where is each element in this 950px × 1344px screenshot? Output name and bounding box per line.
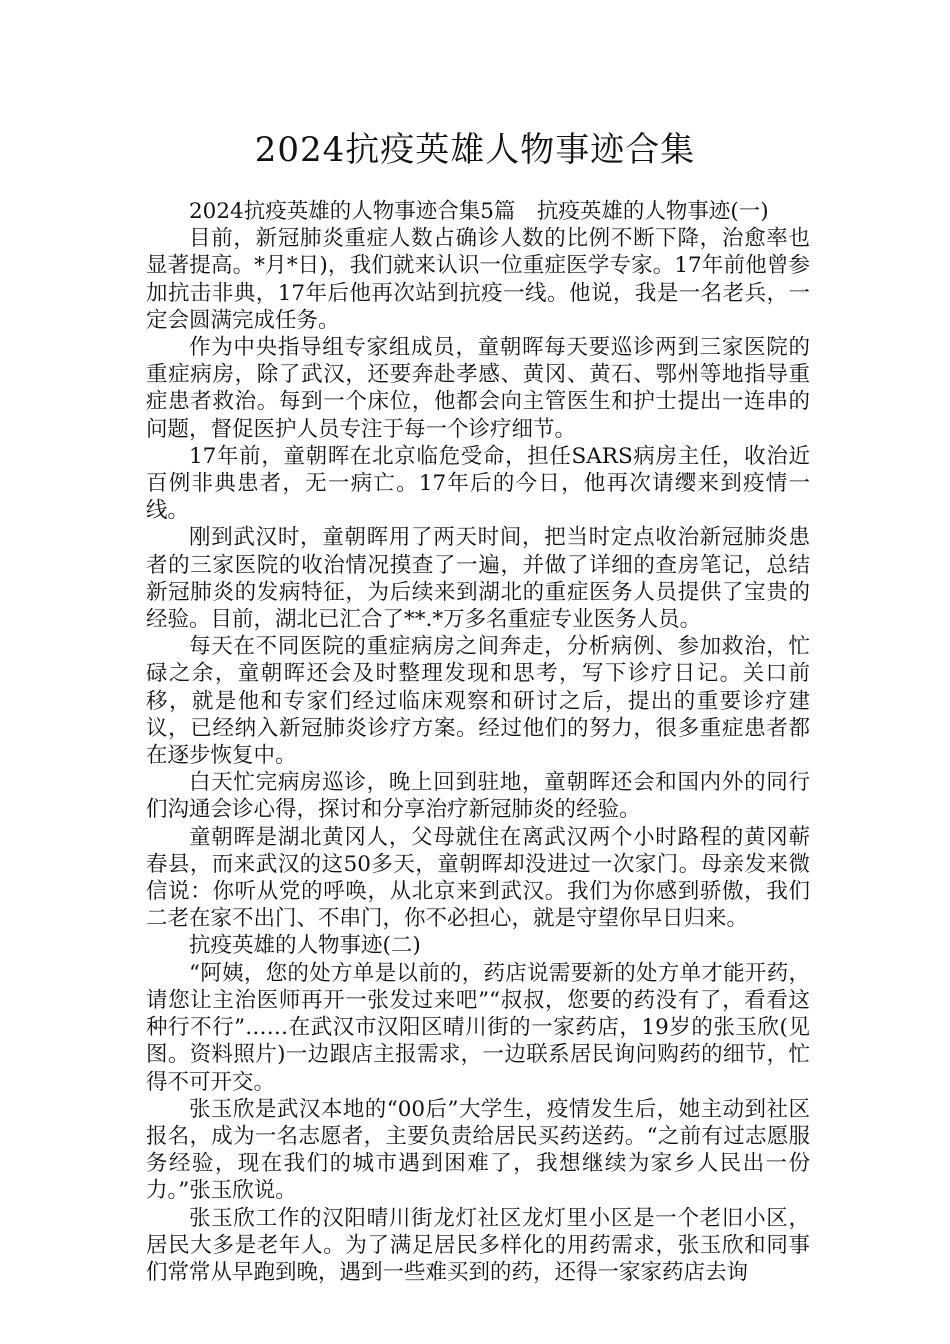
section-heading: 抗疫英雄的人物事迹(二) xyxy=(189,933,421,959)
paragraph-intro: 2024抗疫英雄的人物事迹合集5篇 抗疫英雄的人物事迹(一) xyxy=(189,199,769,224)
document-title: 2024抗疫英雄人物事迹合集 xyxy=(254,130,696,170)
paragraph: 作为中央指导组专家组成员，童朝晖每天要巡诊两到三家医院的重症病房，除了武汉，还要奔赴孝感、黄冈、黄石、鄂州等地指导重症患者救治。每到一个床位，他都会向主管医生和护士提出一连串的问题，督促医护人员专注于每一个诊疗细节。 xyxy=(146,335,810,442)
paragraph: 张玉欣是武汉本地的“00后”大学生，疫情发生后，她主动到社区报名，成为一名志愿者，主要负责给居民买药送药。“之前有过志愿服务经验，现在我们的城市遇到困难了，我想继续为家乡人民出一份力。”张玉欣说。 xyxy=(146,1096,810,1204)
paragraph: 白天忙完病房巡诊，晚上回到驻地，童朝晖还会和国内外的同行们沟通会诊心得，探讨和分享治疗新冠肺炎的经验。 xyxy=(146,770,810,823)
paragraph: 17年前，童朝晖在北京临危受命，担任SARS病房主任，收治近百例非典患者，无一病亡。17年后的今日，他再次请缨来到疫情一线。 xyxy=(146,443,810,524)
document-body xyxy=(146,198,810,1286)
paragraph: “阿姨，您的处方单是以前的，药店说需要新的处方单才能开药，请您让主治医师再开一张发过来吧”“叔叔，您要的药没有了，看看这种行不行”……在武汉市汉阳区晴川街的一家药店，19岁的张玉欣(见图。资料照片)一边跟店主报需求，一边联系居民询问购药的细节，忙得不可开交。 xyxy=(146,960,810,1095)
paragraph: 目前，新冠肺炎重症人数占确诊人数的比例不断下降，治愈率也显著提高。*月*日)，我们就来认识一位重症医学专家。17年前他曾参加抗击非典，17年后他再次站到抗疫一线。他说，我是一名老兵，一定会圆满完成任务。 xyxy=(146,226,810,333)
paragraph: 刚到武汉时，童朝晖用了两天时间，把当时定点收治新冠肺炎患者的三家医院的收治情况摸查了一遍，并做了详细的查房笔记，总结新冠肺炎的发病特征，为后续来到湖北的重症医务人员提供了宝贵的经验。目前，湖北已汇合了**.*万多名重症专业医务人员。 xyxy=(146,525,810,633)
paragraph: 每天在不同医院的重症病房之间奔走，分析病例、参加救治，忙碌之余，童朝晖还会及时整理发现和思考，写下诊疗日记。关口前移，就是他和专家们经过临床观察和研讨之后，提出的重要诊疗建议，已经纳入新冠肺炎诊疗方案。经过他们的努力，很多重症患者都在逐步恢复中。 xyxy=(146,634,810,769)
paragraph: 张玉欣工作的汉阳晴川街龙灯社区龙灯里小区是一个老旧小区，居民大多是老年人。为了满足居民多样化的用药需求，张玉欣和同事们常常从早跑到晚，遇到一些难买到的药，还得一家家药店去询 xyxy=(146,1205,810,1285)
paragraph: 童朝晖是湖北黄冈人，父母就住在离武汉两个小时路程的黄冈蕲春县，而来武汉的这50多天，童朝晖却没进过一次家门。母亲发来微信说：你听从党的呼唤，从北京来到武汉。我们为你感到骄傲，我们二老在家不出门、不串门，你不必担心，就是守望你早日归来。 xyxy=(146,824,810,932)
